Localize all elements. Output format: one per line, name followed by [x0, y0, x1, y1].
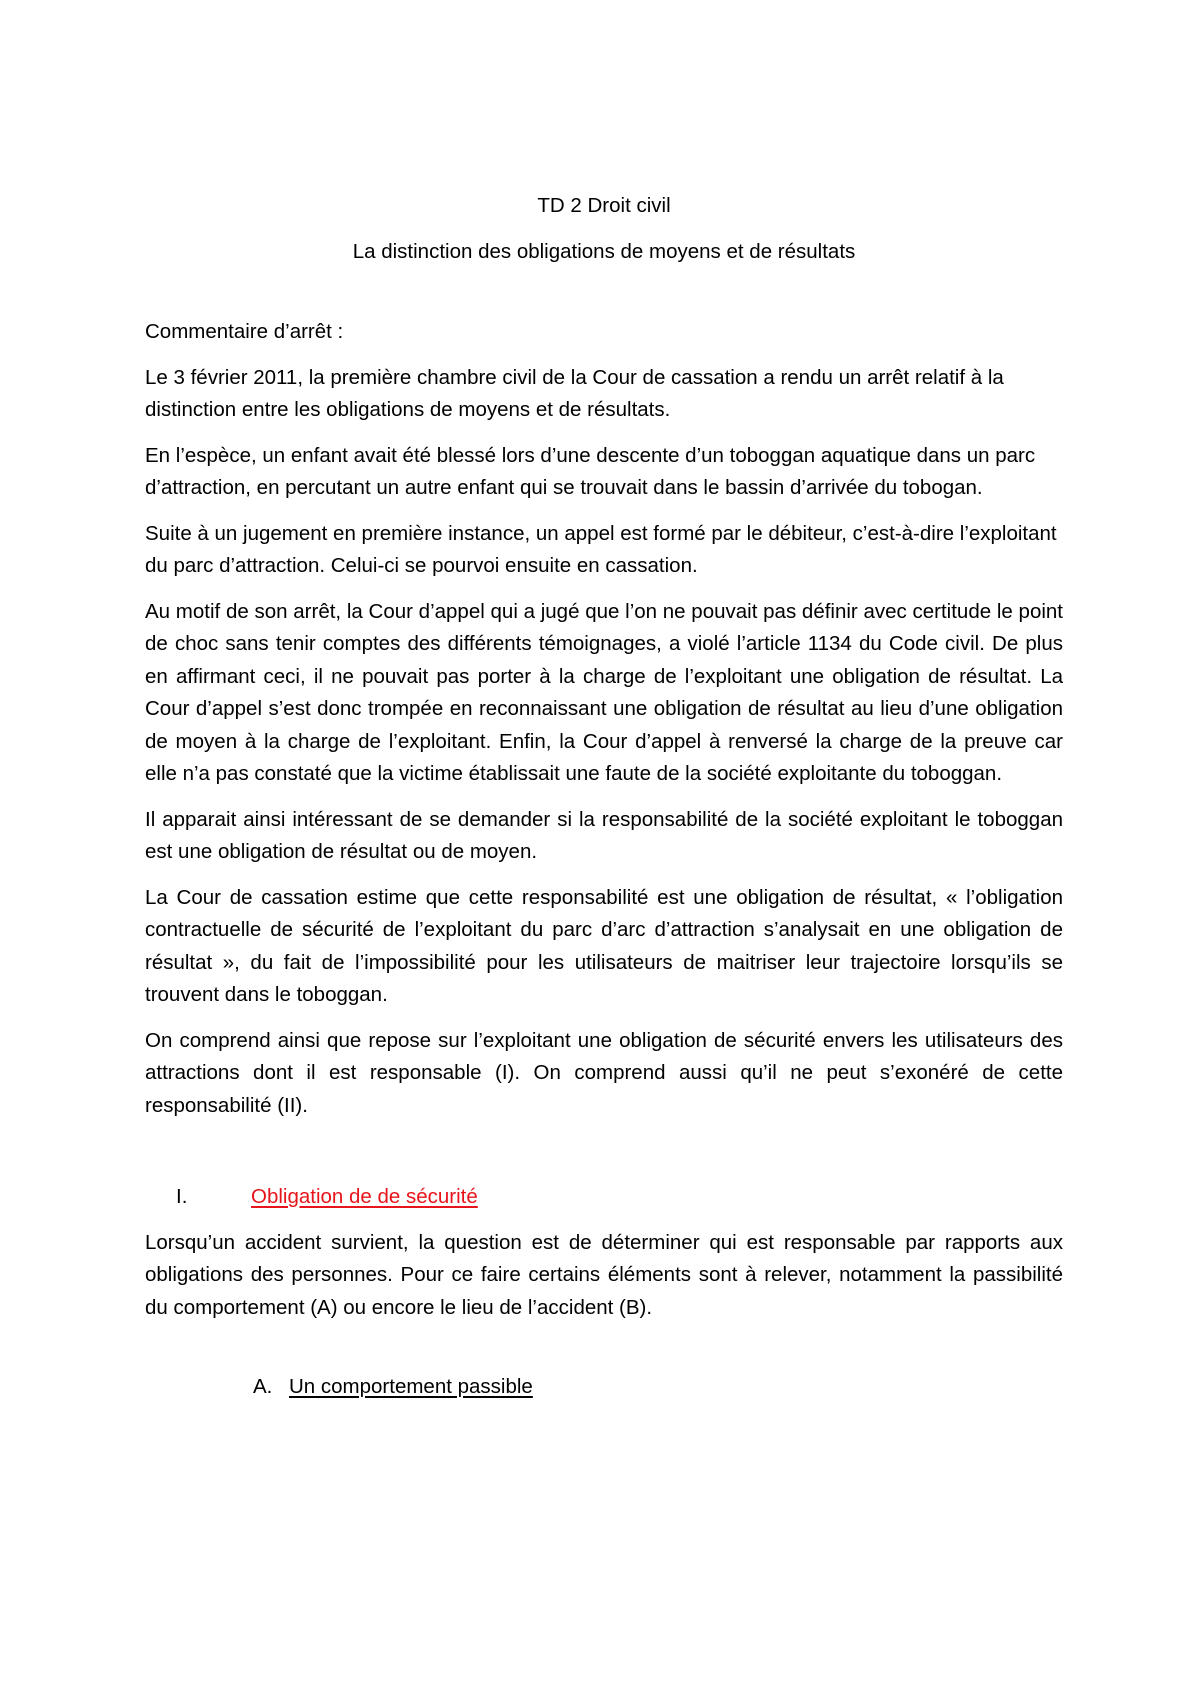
paragraph-plan-announcement: On comprend ainsi que repose sur l’exploitant une obligation de sécurité envers les utilisateurs des attractions dont il est responsable (I). On comprend aussi qu’il ne peut s’exonéré de cette responsabilité (II). — [145, 1028, 1063, 1117]
document-subtitle: La distinction des obligations de moyens et de résultats — [352, 239, 856, 263]
spacer — [145, 1135, 1063, 1181]
subsection-a-heading — [145, 1371, 1063, 1404]
spacer — [145, 1337, 1063, 1371]
subsection-a-title: Un comportement passible — [289, 1375, 533, 1398]
section-1-number: I. — [176, 1185, 188, 1208]
paragraph-appeal-reasoning: Au motif de son arrêt, la Cour d’appel qui a jugé que l’on ne pouvait pas définir avec certitude le point de choc sans tenir comptes des différents témoignages, a violé l’article 1134 du Code civil. De plus en affirmant ceci, il ne pouvait pas porter à la charge de l’exploitant une obligation de résultat. La Cour d’appel s’est donc trompée en reconnaissant une obligation de résultat au lieu d’une obligation de moyen à la charge de l’exploitant. Enfin, la Cour d’appel à renversé la charge de la preuve car elle n’a pas constaté que la victime établissait une faute de la société exploitante du toboggan. — [145, 599, 1063, 785]
document-title: TD 2 Droit civil — [537, 194, 671, 217]
paragraph-legal-question: Il apparait ainsi intéressant de se demander si la responsabilité de la société exploitant le toboggan est une obligation de résultat ou de moyen. — [145, 807, 1063, 863]
paragraph-procedure: Suite à un jugement en première instance, un appel est formé par le débiteur, c’est-à-dire l’exploitant du parc d’attraction. Celui-ci se pourvoi ensuite en cassation. — [145, 521, 1057, 577]
paragraph-court-solution: La Cour de cassation estime que cette responsabilité est une obligation de résultat, « l’obligation contractuelle de sécurité de l’exploitant du parc d’arc d’attraction s’analysait en une obligation de résultat », du fait de l’impossibilité pour les utilisateurs de maitriser leur trajectoire lorsqu’ils se trouvent dans le toboggan. — [145, 885, 1063, 1006]
document-body — [145, 190, 1063, 1404]
section-1-title: Obligation de de sécurité — [251, 1185, 478, 1208]
section-1-heading — [145, 1181, 1063, 1214]
commentary-label: Commentaire d’arrêt : — [145, 320, 344, 343]
paragraph-facts: En l’espèce, un enfant avait été blessé lors d’une descente d’un toboggan aquatique dans un parc d’attraction, en percutant un autre enfant qui se trouvait dans le bassin d’arrivée du tobogan. — [145, 443, 1036, 499]
subsection-a-letter: A. — [253, 1375, 273, 1398]
section-1-paragraph: Lorsqu’un accident survient, la question est de déterminer qui est responsable par rapports aux obligations des personnes. Pour ce faire certains éléments sont à relever, notamment la passibilité du comportement (A) ou encore le lieu de l’accident (B). — [145, 1230, 1063, 1319]
paragraph-date: Le 3 février 2011, la première chambre civil de la Cour de cassation a rendu un arrêt relatif à la distinction entre les obligations de moyens et de résultats. — [145, 365, 1004, 421]
spacer — [145, 268, 1063, 316]
